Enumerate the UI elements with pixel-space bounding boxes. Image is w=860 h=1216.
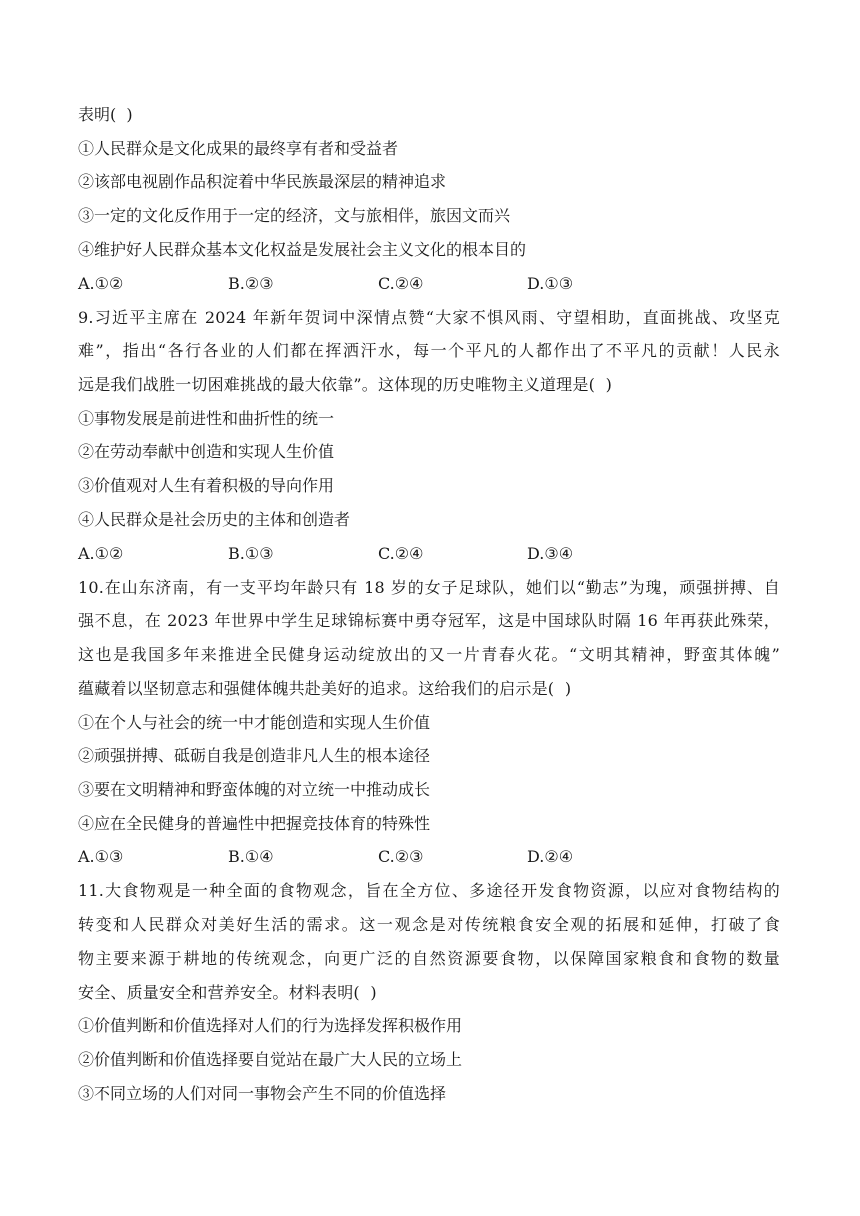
- q9-statement-2: ②在劳动奉献中创造和实现人生价值: [78, 442, 335, 461]
- q8-stem-tail: 表明( ): [78, 105, 133, 124]
- q11-statement-3: ③不同立场的人们对同一事物会产生不同的价值选择: [78, 1084, 447, 1103]
- q8-statement-3: ③一定的文化反作用于一定的经济，文与旅相伴，旅因文而兴: [78, 206, 511, 225]
- q10-stem-line-2: 强不息，在 2023 年世界中学生足球锦标赛中勇夺冠军，这是中国球队时隔 16 年再获此殊荣，: [78, 611, 780, 630]
- q11-stem-line-4: 安全、质量安全和营养安全。材料表明( ): [78, 983, 377, 1002]
- q10-stem-line-4: 蕴藏着以坚韧意志和强健体魄共赴美好的追求。这给我们的启示是( ): [78, 679, 572, 698]
- q9-stem-line-2: 难”，指出“各行各业的人们都在挥洒汗水，每一个平凡的人都作出了不平凡的贡献！人民永: [78, 341, 780, 360]
- q11-statement-1: ①价值判断和价值选择对人们的行为选择发挥积极作用: [78, 1016, 463, 1035]
- q10-option-d[interactable]: D.②④: [527, 847, 574, 866]
- q8-option-c[interactable]: C.②④: [378, 274, 424, 293]
- q9-stem-line-1: 9.习近平主席在 2024 年新年贺词中深情点赞“大家不惧风雨、守望相助，直面挑战、攻坚克: [78, 308, 780, 327]
- q10-statement-1: ①在个人与社会的统一中才能创造和实现人生价值: [78, 713, 431, 732]
- q8-option-a[interactable]: A.①②: [78, 274, 124, 293]
- q10-statement-4: ④应在全民健身的普遍性中把握竞技体育的特殊性: [78, 814, 431, 833]
- q10-option-b[interactable]: B.①④: [228, 847, 274, 866]
- q11-stem-line-3: 物主要来源于耕地的传统观念，向更广泛的自然资源要食物，以保障国家粮食和食物的数量: [78, 949, 780, 968]
- q10-stem-line-3: 这也是我国多年来推进全民健身运动绽放出的又一片青春火花。“文明其精神，野蛮其体魄”: [78, 645, 780, 664]
- q9-statement-1: ①事物发展是前进性和曲折性的统一: [78, 409, 335, 428]
- q9-statement-4: ④人民群众是社会历史的主体和创造者: [78, 510, 351, 529]
- q11-stem-line-1: 11.大食物观是一种全面的食物观念，旨在全方位、多途径开发食物资源，以应对食物结构的: [78, 881, 780, 900]
- q8-statement-2: ②该部电视剧作品积淀着中华民族最深层的精神追求: [78, 172, 447, 191]
- q10-option-a[interactable]: A.①③: [78, 847, 124, 866]
- q10-stem-line-1: 10.在山东济南，有一支平均年龄只有 18 岁的女子足球队，她们以“勤志”为瑰，顽强拼搏、自: [78, 578, 780, 597]
- q9-stem-line-3: 远是我们战胜一切困难挑战的最大依靠”。这体现的历史唯物主义道理是( ): [78, 375, 613, 394]
- q9-statement-3: ③价值观对人生有着积极的导向作用: [78, 476, 335, 495]
- q10-statement-2: ②顽强拼搏、砥砺自我是创造非凡人生的根本途径: [78, 746, 431, 765]
- q11-stem-line-2: 转变和人民群众对美好生活的需求。这一观念是对传统粮食安全观的拓展和延伸，打破了食: [78, 915, 780, 934]
- q8-option-b[interactable]: B.②③: [228, 274, 274, 293]
- q9-option-d[interactable]: D.③④: [527, 544, 574, 563]
- q10-statement-3: ③要在文明精神和野蛮体魄的对立统一中推动成长: [78, 780, 431, 799]
- q9-option-c[interactable]: C.②④: [378, 544, 424, 563]
- q8-statement-1: ①人民群众是文化成果的最终享有者和受益者: [78, 139, 399, 158]
- q11-statement-2: ②价值判断和价值选择要自觉站在最广大人民的立场上: [78, 1050, 463, 1069]
- q8-option-d[interactable]: D.①③: [527, 274, 574, 293]
- q8-statement-4: ④维护好人民群众基本文化权益是发展社会主义文化的根本目的: [78, 240, 527, 259]
- q9-option-b[interactable]: B.①③: [228, 544, 274, 563]
- q10-option-c[interactable]: C.②③: [378, 847, 424, 866]
- q9-option-a[interactable]: A.①②: [78, 544, 124, 563]
